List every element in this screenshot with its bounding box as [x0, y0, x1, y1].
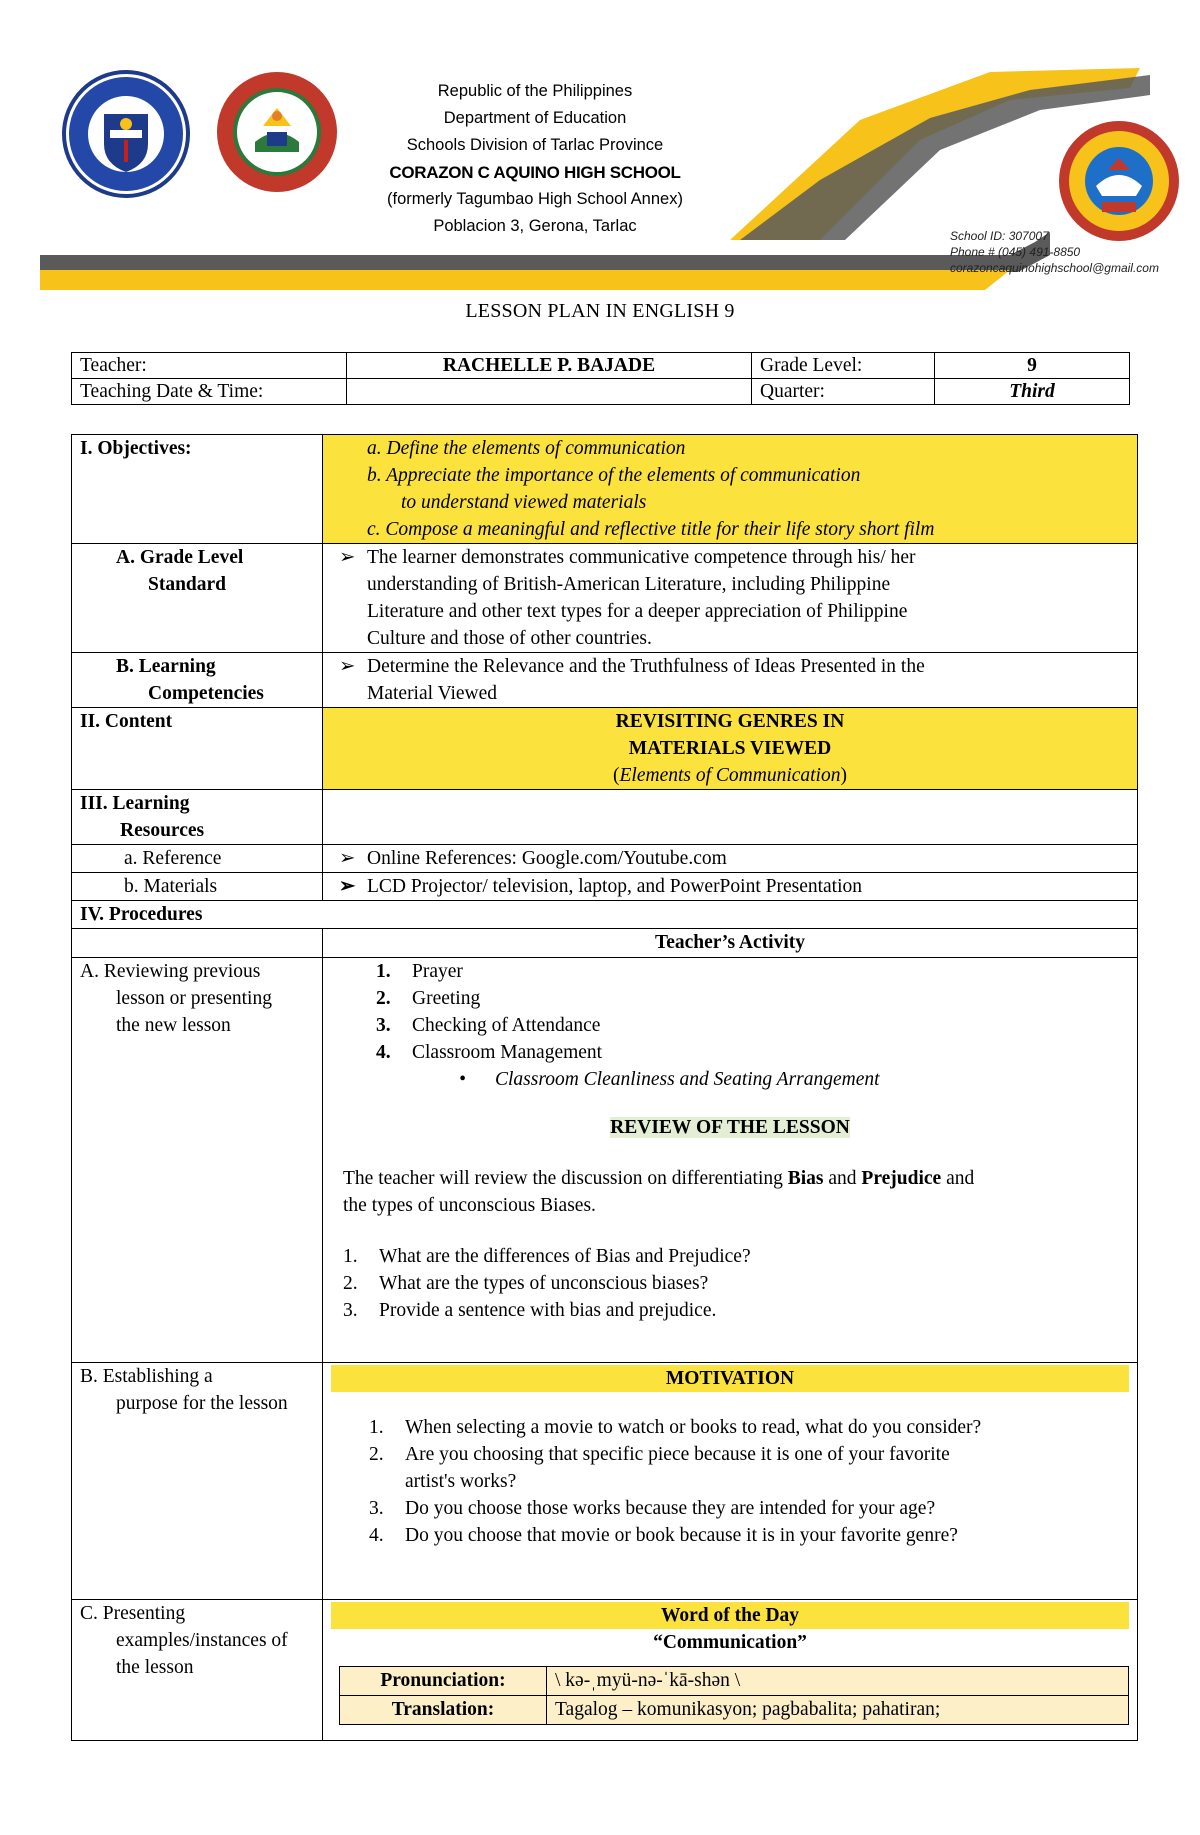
- competencies-cell: [323, 653, 1138, 708]
- presenting-label-2: examples/instances of: [116, 1630, 288, 1651]
- list-item: [369, 1414, 1129, 1441]
- reference-value: Online References: Google.com/Youtube.com: [367, 848, 727, 869]
- activity-header-blank: [72, 929, 323, 958]
- arrow-icon: ➢: [339, 848, 356, 869]
- quarter-value: Third: [935, 379, 1130, 405]
- objectives-cell: [323, 435, 1138, 544]
- lesson-table: [71, 434, 1138, 1741]
- translation-value: Tagalog – komunikasyon; pagbabalita; pahatiran;: [547, 1696, 1129, 1725]
- deped-seal: [62, 70, 190, 198]
- motivation-heading: MOTIVATION: [331, 1365, 1129, 1392]
- review-paragraph: [331, 1165, 1129, 1219]
- materials-row: [72, 873, 1138, 901]
- question-number: 2.: [369, 1444, 384, 1465]
- content-line-3: [331, 762, 1129, 789]
- motivation-row: [72, 1363, 1138, 1600]
- step-text: Checking of Attendance: [412, 1015, 601, 1036]
- standard-cell: [323, 544, 1138, 653]
- objectives-label: I. Objectives:: [72, 435, 323, 544]
- review-bullet: [331, 1066, 1129, 1093]
- standard-row: [72, 544, 1138, 653]
- objective-b: b. Appreciate the importance of the elements of communication: [367, 465, 861, 486]
- resources-label-1: III. Learning: [80, 793, 190, 814]
- review-para-text: The teacher will review the discussion on differentiating: [343, 1168, 788, 1189]
- question-number: 2.: [343, 1273, 358, 1294]
- review-heading: REVIEW OF THE LESSON: [610, 1117, 850, 1138]
- standard-line-2: understanding of British-American Literature, including Philippine: [367, 574, 891, 595]
- pronunciation-label: Pronunciation:: [340, 1667, 547, 1696]
- division-seal: [215, 70, 340, 195]
- reference-label: [72, 845, 323, 873]
- question-number: 3.: [343, 1300, 358, 1321]
- arrow-icon: ➢: [339, 656, 356, 677]
- list-item: [369, 1468, 1129, 1495]
- competencies-label-2: Competencies: [148, 683, 264, 704]
- list-item: [369, 1441, 1129, 1468]
- activity-header: Teacher’s Activity: [323, 929, 1138, 958]
- question-text: What are the types of unconscious biases?: [379, 1273, 709, 1294]
- question-number: 3.: [369, 1498, 384, 1519]
- division-seal-icon: [215, 70, 340, 195]
- list-item: [376, 958, 1129, 985]
- school-seal: [1058, 120, 1180, 242]
- resources-label-2: Resources: [120, 820, 205, 841]
- arrow-icon: ➢: [339, 876, 356, 897]
- standard-label: [72, 544, 323, 653]
- review-para-and: and: [823, 1168, 862, 1189]
- materials-label-text: b. Materials: [124, 876, 218, 897]
- procedures-row: [72, 901, 1138, 929]
- header-line-division: Schools Division of Tarlac Province: [406, 136, 664, 154]
- presenting-label-1: C. Presenting: [80, 1603, 186, 1624]
- content-paren-open: (: [613, 765, 620, 786]
- info-table: [71, 352, 1130, 405]
- reference-text: [331, 845, 1129, 872]
- competencies-line-1: Determine the Relevance and the Truthfulness of Ideas Presented in the: [367, 656, 925, 677]
- translation-label: Translation:: [340, 1696, 547, 1725]
- review-label: [72, 958, 323, 1363]
- motivation-label: [72, 1363, 323, 1600]
- presenting-label-3: the lesson: [116, 1657, 194, 1678]
- reference-cell: [323, 845, 1138, 873]
- pronunciation-value: \ kə-ˌmyü-nə-ˈkā-shən \: [547, 1667, 1129, 1696]
- motivation-label-1: B. Establishing a: [80, 1366, 213, 1387]
- header-line-republic: Republic of the Philippines: [437, 82, 633, 100]
- review-para-bias: Bias: [787, 1168, 824, 1189]
- standard-label-2: Standard: [148, 574, 227, 595]
- presenting-row: [72, 1600, 1138, 1741]
- quarter-label: Quarter:: [752, 379, 935, 405]
- list-item: [376, 1012, 1129, 1039]
- school-seal-icon: [1058, 120, 1180, 242]
- former-name: (formerly Tagumbao High School Annex): [387, 190, 683, 208]
- review-para-prejudice: Prejudice: [861, 1168, 942, 1189]
- question-text: Do you choose those works because they are intended for your age?: [405, 1498, 936, 1519]
- question-text: Are you choosing that specific piece because it is one of your favorite: [405, 1444, 950, 1465]
- review-steps: [331, 958, 1129, 1066]
- materials-label: [72, 873, 323, 901]
- content-subtitle: Elements of Communication: [619, 765, 841, 786]
- contact-info: [950, 228, 1159, 276]
- header-line-department: Department of Education: [443, 109, 627, 127]
- teaching-date-label: Teaching Date & Time:: [72, 379, 347, 405]
- review-row: [72, 958, 1138, 1363]
- activity-header-row: [72, 929, 1138, 958]
- document-title: LESSON PLAN IN ENGLISH 9: [465, 300, 735, 322]
- competencies-row: [72, 653, 1138, 708]
- content-line-2: MATERIALS VIEWED: [628, 738, 832, 759]
- standard-label-1: A. Grade Level: [116, 547, 244, 568]
- resources-row: [72, 790, 1138, 845]
- teaching-date-value: [347, 379, 752, 405]
- question-number: 1.: [343, 1246, 358, 1267]
- motivation-cell: [323, 1363, 1138, 1600]
- resources-cell: [323, 790, 1138, 845]
- reference-row: [72, 845, 1138, 873]
- list-item: [343, 1270, 1129, 1297]
- motivation-questions: [331, 1414, 1129, 1549]
- review-cell: [323, 958, 1138, 1363]
- competencies-line-2: Material Viewed: [367, 683, 498, 704]
- review-label-3: the new lesson: [116, 1015, 231, 1036]
- question-text: Do you choose that movie or book because it is in your favorite genre?: [405, 1525, 958, 1546]
- materials-value: LCD Projector/ television, laptop, and PowerPoint Presentation: [367, 876, 863, 897]
- standard-line-1: The learner demonstrates communicative competence through his/ her: [367, 547, 916, 568]
- arrow-icon: ➢: [339, 547, 356, 568]
- deped-seal-icon: [62, 70, 190, 198]
- competencies-label: [72, 653, 323, 708]
- grade-level-value: 9: [935, 353, 1130, 379]
- info-row-date: [72, 379, 1130, 405]
- standard-line-3: Literature and other text types for a deeper appreciation of Philippine: [367, 601, 908, 622]
- question-number: 4.: [369, 1525, 384, 1546]
- review-heading-wrap: [331, 1114, 1129, 1141]
- list-item: [369, 1522, 1129, 1549]
- objective-c: c. Compose a meaningful and reflective title for their life story short film: [367, 519, 935, 540]
- teacher-name: RACHELLE P. BAJADE: [347, 353, 752, 379]
- word-table: [339, 1666, 1129, 1725]
- presenting-label: [72, 1600, 323, 1741]
- review-questions: [331, 1243, 1129, 1324]
- content-line-1: REVISITING GENRES IN: [615, 711, 845, 732]
- review-label-1: A. Reviewing previous: [80, 961, 261, 982]
- list-item: [343, 1243, 1129, 1270]
- grade-level-label: Grade Level:: [752, 353, 935, 379]
- step-number: 1.: [376, 961, 391, 982]
- table-row: [340, 1667, 1129, 1696]
- question-text: Provide a sentence with bias and prejudice.: [379, 1300, 717, 1321]
- info-row-teacher: [72, 353, 1130, 379]
- content-row: [72, 708, 1138, 790]
- step-number: 3.: [376, 1015, 391, 1036]
- list-item: [376, 985, 1129, 1012]
- school-address: Poblacion 3, Gerona, Tarlac: [433, 217, 637, 235]
- standard-line-4: Culture and those of other countries.: [367, 628, 652, 649]
- question-text: artist's works?: [405, 1471, 517, 1492]
- content-cell: [323, 708, 1138, 790]
- step-text: Classroom Management: [412, 1042, 603, 1063]
- word-of-day: “Communication”: [653, 1632, 807, 1653]
- school-id: School ID: 307007: [950, 229, 1049, 243]
- step-text: Prayer: [412, 961, 463, 982]
- review-para-line-2: the types of unconscious Biases.: [343, 1195, 596, 1216]
- review-para-end: and: [941, 1168, 975, 1189]
- standard-text: [331, 544, 1129, 652]
- list-item: [343, 1297, 1129, 1324]
- list-item: [369, 1495, 1129, 1522]
- question-text: When selecting a movie to watch or books to read, what do you consider?: [405, 1417, 982, 1438]
- header-text: [330, 78, 740, 240]
- phone-number: Phone # (045) 491-8850: [950, 245, 1081, 259]
- step-number: 4.: [376, 1042, 391, 1063]
- step-text: Greeting: [412, 988, 481, 1009]
- step-number: 2.: [376, 988, 391, 1009]
- objectives-row: [72, 435, 1138, 544]
- procedures-label: IV. Procedures: [72, 901, 1138, 929]
- content-paren-close: ): [840, 765, 847, 786]
- reference-label-text: a. Reference: [124, 848, 222, 869]
- word-of-day-heading: Word of the Day: [331, 1602, 1129, 1629]
- bullet-icon: •: [459, 1069, 466, 1090]
- content-label: II. Content: [72, 708, 323, 790]
- presenting-cell: [323, 1600, 1138, 1741]
- bullet-text: Classroom Cleanliness and Seating Arrangement: [495, 1069, 880, 1090]
- school-name: CORAZON C AQUINO HIGH SCHOOL: [389, 163, 681, 182]
- question-number: 1.: [369, 1417, 384, 1438]
- teacher-label: Teacher:: [72, 353, 347, 379]
- email-address: corazoncaquinohighschool@gmail.com: [950, 261, 1159, 275]
- competencies-label-1: B. Learning: [116, 656, 216, 677]
- list-item: [376, 1039, 1129, 1066]
- objective-a: a. Define the elements of communication: [367, 438, 686, 459]
- materials-cell: [323, 873, 1138, 901]
- motivation-label-2: purpose for the lesson: [116, 1393, 288, 1414]
- table-row: [340, 1696, 1129, 1725]
- materials-text: [331, 873, 1129, 900]
- question-text: What are the differences of Bias and Prejudice?: [379, 1246, 751, 1267]
- resources-label: [72, 790, 323, 845]
- competencies-text: [331, 653, 1129, 707]
- review-label-2: lesson or presenting: [116, 988, 272, 1009]
- objective-b-cont: to understand viewed materials: [401, 492, 647, 513]
